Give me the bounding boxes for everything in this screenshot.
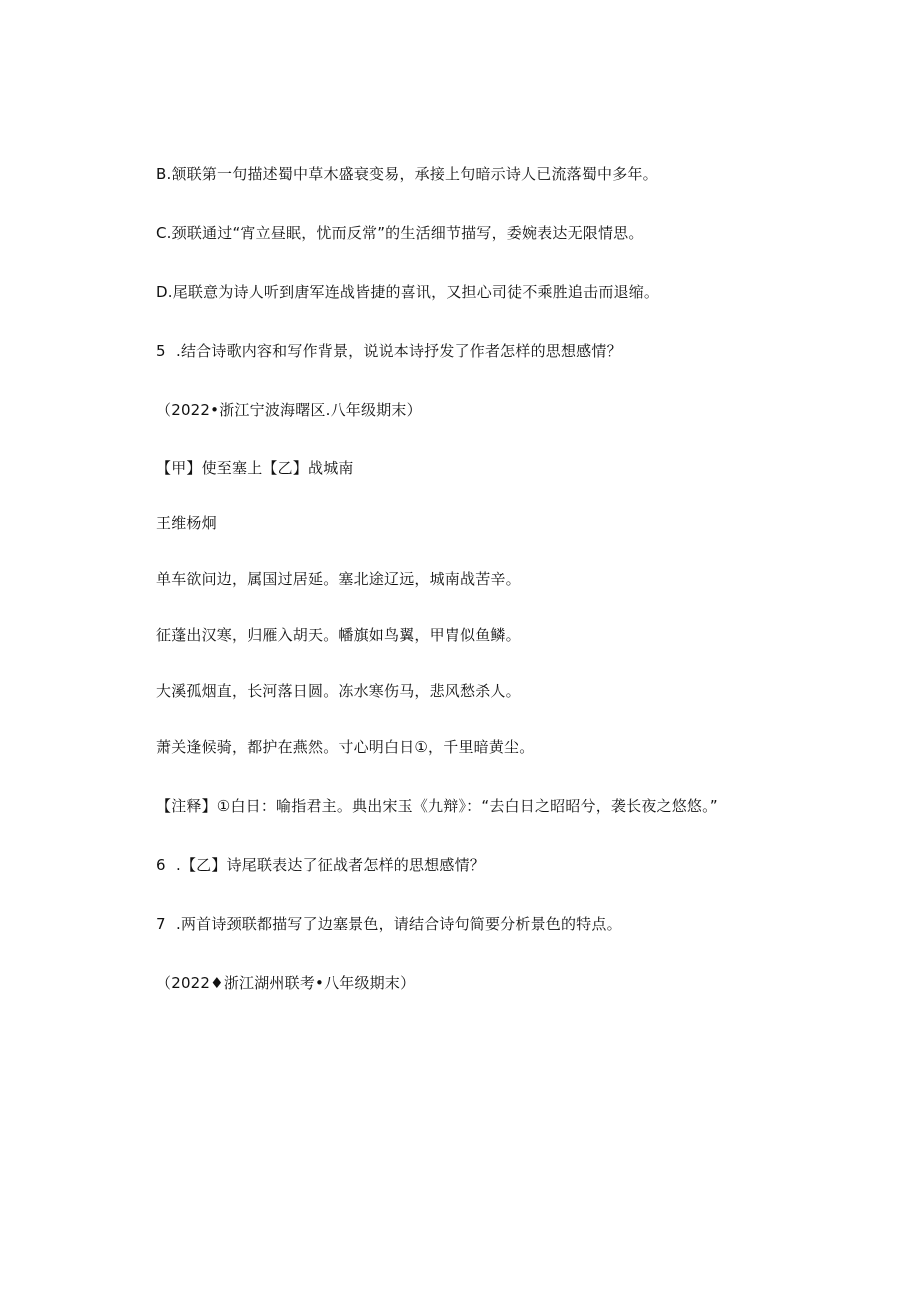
source-note: （2022♦浙江湖州联考•八年级期末） (156, 974, 416, 992)
poem-line: 萧关逢候骑，都护在燕然。寸心明白日①，千里暗黄尘。 (156, 738, 535, 756)
poem-authors: 王维杨炯 (156, 514, 217, 532)
question-text: .结合诗歌内容和写作背景，说说本诗抒发了作者怎样的思想感情？ (176, 342, 622, 360)
annotation: 【注释】①白日：喻指君主。典出宋玉《九辩》：“去白日之昭昭兮，袭长夜之悠悠。” (156, 797, 718, 815)
option-c: C.颈联通过“宵立昼眠，忧而反常”的生活细节描写，委婉表达无限情思。 (156, 224, 644, 242)
poem-line: 大溪孤烟直，长河落日圆。冻水寒伤马，悲风愁杀人。 (156, 682, 521, 700)
source-note: （2022•浙江宁波海曙区.八年级期末） (156, 401, 422, 419)
question-number: 5 (156, 342, 166, 360)
question-number: 6 (156, 856, 166, 874)
question-7 (156, 914, 622, 934)
question-6 (156, 855, 485, 875)
question-text: .【乙】诗尾联表达了征战者怎样的思想感情？ (176, 856, 485, 874)
poem-titles: 【甲】使至塞上【乙】战城南 (156, 459, 354, 477)
poem-line: 征蓬出汉寒，归雁入胡天。幡旗如鸟翼，甲胄似鱼鳞。 (156, 626, 521, 644)
option-b: B.颔联第一句描述蜀中草木盛衰变易，承接上句暗示诗人已流落蜀中多年。 (156, 165, 658, 183)
question-number: 7 (156, 915, 166, 933)
question-5 (156, 341, 622, 361)
question-text: .两首诗颈联都描写了边塞景色，请结合诗句简要分析景色的特点。 (176, 915, 622, 933)
poem-line: 单车欲问边，属国过居延。塞北途辽远，城南战苦辛。 (156, 570, 521, 588)
option-d: D.尾联意为诗人听到唐军连战皆捷的喜讯，又担心司徒不乘胜追击而退缩。 (156, 283, 660, 301)
